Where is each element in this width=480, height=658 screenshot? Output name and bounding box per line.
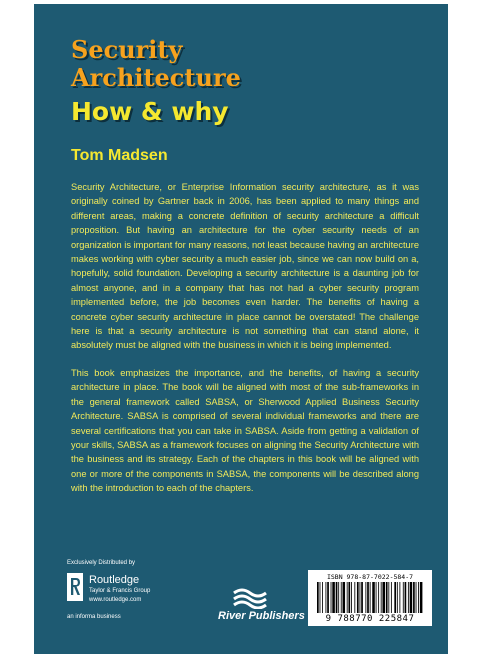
barcode-bar bbox=[370, 582, 371, 613]
barcode-bar bbox=[372, 582, 375, 613]
barcode-bar bbox=[381, 582, 382, 613]
barcode-bar bbox=[408, 582, 409, 613]
barcode-bar bbox=[332, 582, 335, 613]
barcode-bar bbox=[327, 582, 329, 613]
river-publishers-name: River Publishers bbox=[218, 610, 305, 622]
barcode-bar bbox=[413, 582, 415, 613]
barcode-bar bbox=[397, 582, 398, 613]
title-line-1: Security bbox=[71, 35, 183, 64]
isbn-text: ISBN 978-87-7022-584-7 bbox=[326, 573, 414, 581]
barcode-bar bbox=[326, 582, 327, 613]
barcode-bar bbox=[351, 582, 352, 613]
barcode-bar bbox=[399, 582, 400, 613]
author-name: Tom Madsen bbox=[71, 147, 168, 164]
barcode-bar bbox=[376, 582, 377, 613]
barcode-bar bbox=[391, 582, 392, 613]
barcode-bar bbox=[320, 582, 321, 613]
barcode-bar bbox=[347, 582, 348, 613]
routledge-name: Routledge bbox=[89, 574, 140, 586]
blurb-paragraph-2: This book emphasizes the importance, and the benefits, of having a security architecture in place. The book will be aligned with most of the sub-frameworks in the general framework called SABSA, or Sherwood Applied Business Security Architecture. SABSA is comprised of several individual frameworks and there are several certifications that you can take in SABSA. Aside from getting a validation of your skills, SABSA as a framework focuses on aligning the Security Architecture with the business and its strategy. Each of the chapters in this book will be aligned with one or more of the components in SABSA, the components will be described along with the introduction to each of the chapters. bbox=[71, 367, 419, 494]
back-cover bbox=[34, 4, 448, 654]
title-line-2: Architecture bbox=[71, 63, 241, 92]
routledge-logo-icon bbox=[67, 573, 83, 601]
barcode-bar bbox=[317, 582, 319, 613]
barcode-bar bbox=[405, 582, 407, 613]
barcode-bar bbox=[348, 582, 350, 613]
barcode-bar bbox=[416, 582, 417, 613]
barcode-bar bbox=[420, 582, 423, 613]
barcode-bar bbox=[378, 582, 379, 613]
blurb-paragraph-1: Security Architecture, or Enterprise Information security architecture, as it was originally coined by Gartner back in 2006, has been applied to many things and different areas, making a concrete definition of security architecture a difficult proposition. But having an architecture for the cyber security needs of an organization is important for many reasons, not least because having an architecture makes working with cyber security a much easier job, since we can now build on a, hopefully, solid foundation. Developing a security architecture is a daunting job for almost anyone, and in a company that has not had a cyber security program implemented before, the job becomes even harder. The benefits of having a concrete cyber security architecture in place cannot be overstated! The challenge here is that a security architecture is not something that can stand alone, it absolutely must be aligned with the business in which it is being implemented. bbox=[71, 182, 419, 351]
barcode-bar bbox=[388, 582, 389, 613]
barcode-bar bbox=[357, 582, 359, 613]
barcode-bar bbox=[331, 582, 332, 613]
barcode-number: 9 788770 225847 bbox=[325, 614, 415, 624]
barcode-bar bbox=[403, 582, 404, 613]
barcode-bar bbox=[336, 582, 338, 613]
barcode-bar bbox=[394, 582, 396, 613]
barcode-bar bbox=[354, 582, 355, 613]
barcode-bar bbox=[382, 582, 385, 613]
barcode-bar bbox=[365, 582, 366, 613]
barcode-bar bbox=[361, 582, 363, 613]
barcode-bars bbox=[316, 582, 424, 613]
river-publishers-logo-icon bbox=[232, 587, 268, 609]
book-title bbox=[71, 36, 241, 92]
book-subtitle: How & why bbox=[71, 97, 229, 126]
distributed-by-label: Exclusively Distributed by bbox=[67, 560, 136, 566]
barcode-bar bbox=[343, 582, 346, 613]
barcode-bar bbox=[338, 582, 339, 613]
routledge-group: Taylor & Francis Group bbox=[89, 588, 151, 594]
isbn-barcode bbox=[308, 570, 432, 626]
barcode-bar bbox=[322, 582, 323, 613]
back-cover-blurb bbox=[71, 180, 419, 509]
barcode-bar bbox=[367, 582, 369, 613]
barcode-bar bbox=[418, 582, 419, 613]
routledge-url: www.routledge.com bbox=[89, 597, 142, 603]
barcode-bar bbox=[410, 582, 413, 613]
barcode-bar bbox=[341, 582, 342, 613]
barcode-bar bbox=[386, 582, 388, 613]
informa-tagline: an informa business bbox=[67, 614, 121, 620]
barcode-bar bbox=[360, 582, 361, 613]
